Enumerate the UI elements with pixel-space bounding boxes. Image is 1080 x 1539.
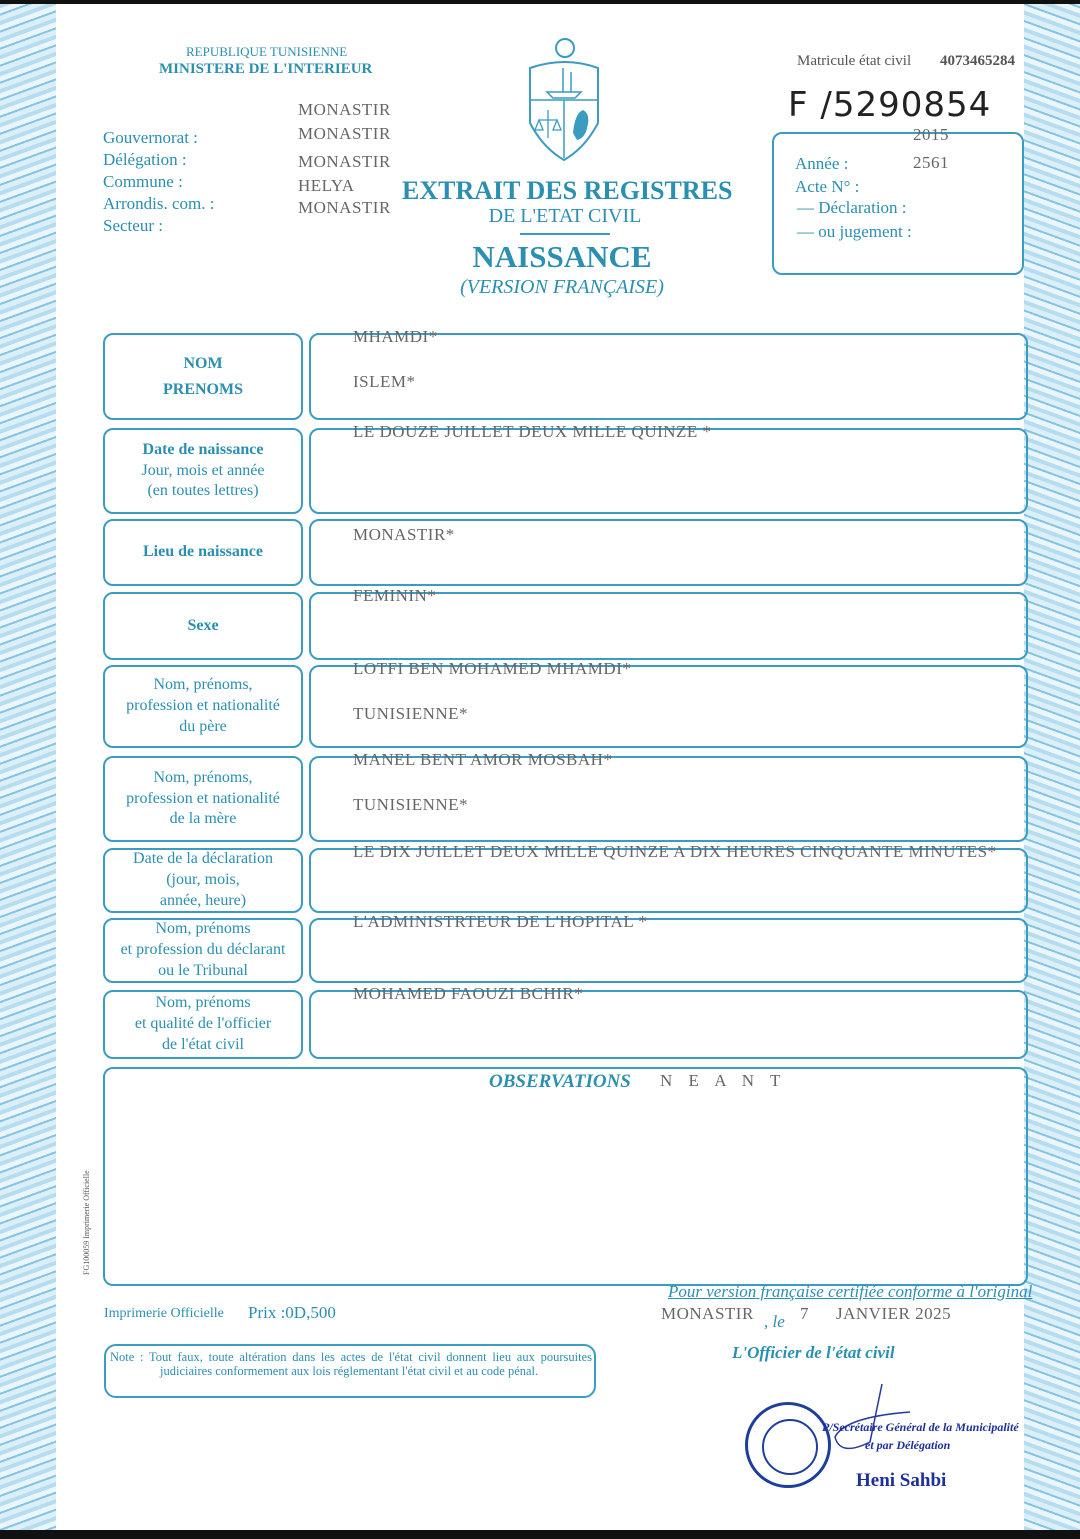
signature-title: P/Secrétaire Général de la Municipalité <box>822 1420 1019 1434</box>
row-value: MANEL BENT AMOR MOSBAH* <box>353 750 613 769</box>
location-value: MONASTIR <box>298 198 391 217</box>
acte-year: 2015 <box>913 125 949 144</box>
row-label <box>103 592 303 660</box>
row-value: FEMININ* <box>353 586 437 605</box>
acte-label: Acte N° : <box>795 177 860 196</box>
certified-text: Pour version française certifiée conforme à l'original <box>668 1282 1033 1301</box>
signature-delegation: et par Délégation <box>865 1438 951 1452</box>
date-month-year: JANVIER 2025 <box>836 1304 952 1323</box>
republic-label: REPUBLIQUE TUNISIENNE <box>186 44 348 59</box>
row-value: MONASTIR* <box>353 525 455 544</box>
row-label-line: Nom, prénoms, <box>153 676 253 694</box>
row-label <box>103 848 303 913</box>
row-label <box>103 333 303 420</box>
legal-note: Note : Tout faux, toute altération dans les actes de l'état civil donnent lieu aux poursuites judiciaires conformement aux lois réglementant l'état civil et au code pénal. <box>110 1350 592 1378</box>
delegation-label: Délégation : <box>103 150 187 169</box>
side-print-code: FG100059 Imprimerie Officielle <box>82 1170 91 1275</box>
row-label-line: et profession du déclarant <box>120 941 286 959</box>
row-value: TUNISIENNE* <box>353 795 469 814</box>
arrondissement-label: Arrondis. com. : <box>103 194 215 213</box>
document-type: NAISSANCE <box>472 239 652 274</box>
row-value: MOHAMED FAOUZI BCHIR* <box>353 984 584 1003</box>
secteur-label: Secteur : <box>103 216 163 235</box>
row-label-line: NOM <box>183 354 223 372</box>
row-label-line: profession et nationalité <box>126 697 280 715</box>
row-label-line: profession et nationalité <box>126 789 280 807</box>
row-value: LE DOUZE JUILLET DEUX MILLE QUINZE * <box>353 422 712 441</box>
row-value: ISLEM* <box>353 372 416 391</box>
row-label-line: Sexe <box>187 616 219 634</box>
row-label-line: Nom, prénoms <box>155 920 251 938</box>
annee-label: Année : <box>795 154 849 173</box>
row-value: MHAMDI* <box>353 327 438 346</box>
price-label: Prix :0D,500 <box>248 1303 336 1322</box>
row-label-line: ou le Tribunal <box>158 961 248 979</box>
gouvernorat-label: Gouvernorat : <box>103 128 198 147</box>
location-value: HELYA <box>298 176 355 195</box>
row-label <box>103 756 303 842</box>
matricule-label: Matricule état civil <box>797 53 912 69</box>
printer-label: Imprimerie Officielle <box>104 1306 224 1321</box>
row-label-line: Lieu de naissance <box>142 543 263 561</box>
document-version: (VERSION FRANÇAISE) <box>460 276 664 298</box>
row-label-line: Date de naissance <box>142 440 264 458</box>
observations-label: OBSERVATIONS <box>489 1071 631 1092</box>
row-label-line: de l'état civil <box>162 1035 244 1053</box>
matricule-value: 4073465284 <box>940 53 1015 69</box>
declaration-label: — Déclaration : <box>797 198 907 217</box>
row-label-line: Nom, prénoms, <box>153 768 253 786</box>
row-label-line: PRENOMS <box>163 380 243 398</box>
row-label-line: (jour, mois, <box>166 871 240 889</box>
ministry-label: MINISTERE DE L'INTERIEUR <box>159 61 373 77</box>
row-label-line: de la mère <box>169 810 237 828</box>
right-decorative-border <box>1024 4 1080 1530</box>
signatory-name: Heni Sahbi <box>856 1470 947 1491</box>
row-label-line: Date de la déclaration <box>133 850 273 868</box>
location-value: MONASTIR <box>298 152 391 171</box>
officer-title: L'Officier de l'état civil <box>732 1343 895 1362</box>
top-edge <box>0 0 1080 4</box>
row-label <box>103 519 303 586</box>
left-decorative-border <box>0 4 56 1530</box>
row-value: TUNISIENNE* <box>353 704 469 723</box>
date-day: 7 <box>800 1304 809 1323</box>
bottom-edge <box>0 1530 1080 1539</box>
row-label <box>103 918 303 983</box>
row-label <box>103 665 303 748</box>
serial-number: F /5290854 <box>788 85 992 125</box>
row-value-box <box>309 333 1028 420</box>
jugement-label: — ou jugement : <box>797 222 912 241</box>
row-value: LOTFI BEN MOHAMED MHAMDI* <box>353 659 632 678</box>
commune-label: Commune : <box>103 172 183 191</box>
document-title: EXTRAIT DES REGISTRES <box>402 176 733 205</box>
observations-box <box>103 1067 1028 1286</box>
le-label: , le <box>764 1312 785 1331</box>
location-value: MONASTIR <box>298 100 391 119</box>
row-label <box>103 428 303 514</box>
row-value: L'ADMINISTRTEUR DE L'HOPITAL * <box>353 912 648 931</box>
row-label-line: et qualité de l'officier <box>134 1015 272 1033</box>
location-value: MONASTIR <box>298 124 391 143</box>
row-label-line: du père <box>179 717 227 735</box>
observations-value: N E A N T <box>660 1071 787 1090</box>
row-label-line: Jour, mois et année <box>141 461 265 479</box>
row-value: LE DIX JUILLET DEUX MILLE QUINZE A DIX HEURES CINQUANTE MINUTES* <box>353 842 997 861</box>
tunisia-coat-of-arms-icon <box>525 38 603 163</box>
place-value: MONASTIR <box>661 1304 754 1323</box>
row-label-line: Nom, prénoms <box>155 994 251 1012</box>
document-subtitle: DE L'ETAT CIVIL <box>488 205 642 227</box>
row-label <box>103 990 303 1059</box>
acte-number: 2561 <box>913 153 949 172</box>
row-label-line: année, heure) <box>159 891 247 909</box>
title-divider <box>520 233 610 235</box>
row-label-line: (en toutes lettres) <box>147 482 259 500</box>
